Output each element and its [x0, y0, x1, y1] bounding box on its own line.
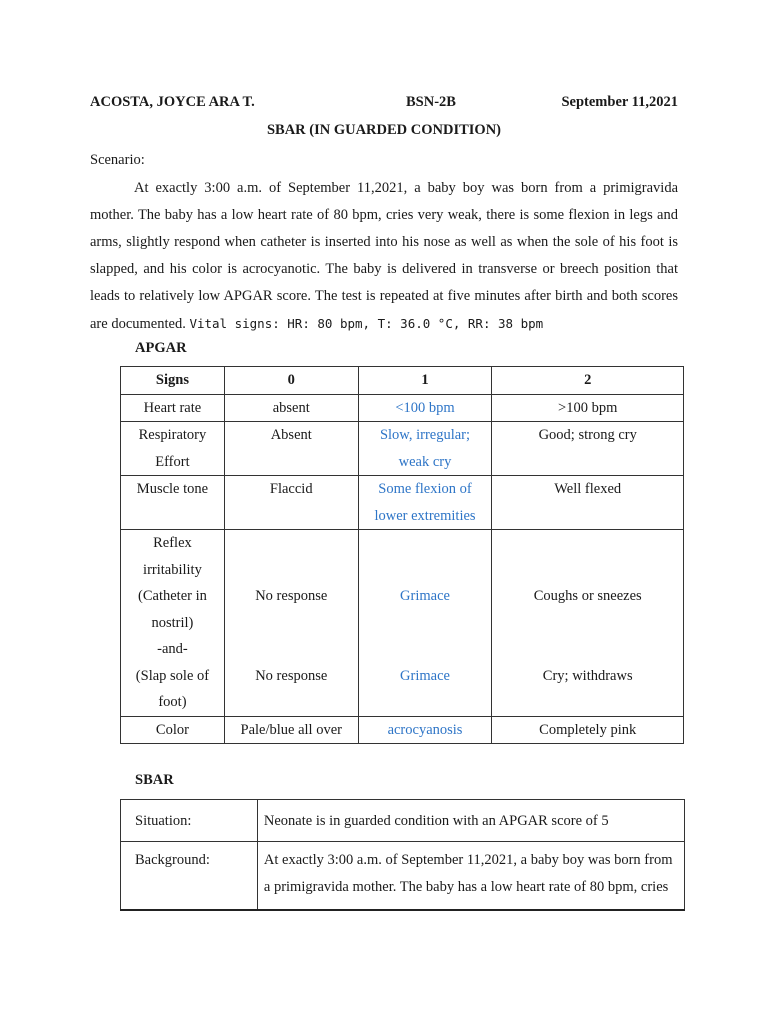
vital-signs: Vital signs: HR: 80 bpm, T: 36.0 °C, RR: 38 bpm — [189, 316, 544, 331]
apgar-sign-cell: Muscle tone — [121, 476, 225, 530]
apgar-score-2-cell: Completely pink — [492, 716, 684, 744]
apgar-sign-cell: Color — [121, 716, 225, 744]
apgar-heading: APGAR — [135, 340, 187, 356]
table-row — [121, 422, 684, 476]
apgar-header-cell: 1 — [358, 367, 492, 395]
reflex-sign-line: irritability — [143, 561, 202, 578]
student-name: ACOSTA, JOYCE ARA T. — [90, 94, 255, 110]
sbar-situation-value: Neonate is in guarded condition with an APGAR score of 5 — [257, 800, 684, 842]
reflex-sign-line: Reflex — [153, 535, 192, 551]
apgar-score-2-cell — [492, 530, 684, 717]
reflex-slap-value: Grimace — [400, 667, 450, 684]
apgar-score-1-cell: acrocyanosis — [358, 716, 492, 744]
reflex-slap-value: Cry; withdraws — [542, 667, 633, 684]
apgar-header-cell: 2 — [492, 367, 684, 395]
document-title: SBAR (IN GUARDED CONDITION) — [266, 122, 502, 138]
sbar-situation-key: Situation: — [121, 800, 258, 842]
document-date: September 11,2021 — [561, 94, 678, 110]
apgar-score-0-cell: absent — [224, 394, 358, 422]
document-header — [90, 94, 678, 114]
apgar-sign-cell — [121, 530, 225, 717]
reflex-sign-line: (Slap sole of — [135, 667, 210, 684]
sbar-background-value: At exactly 3:00 a.m. of September 11,2021, a baby boy was born from a primigravida mother. The baby has a low heart rate of 80 bpm, cries — [257, 842, 684, 910]
reflex-catheter-value: No response — [255, 588, 328, 604]
apgar-score-0-cell — [224, 530, 358, 717]
reflex-slap-value: No response — [255, 667, 328, 684]
scenario-paragraph — [90, 175, 678, 338]
table-row — [121, 800, 685, 842]
apgar-score-1-cell: Slow, irregular; weak cry — [358, 422, 492, 476]
reflex-catheter-value: Grimace — [400, 588, 450, 604]
apgar-header-cell: 0 — [224, 367, 358, 395]
apgar-score-2-cell: Well flexed — [492, 476, 684, 530]
reflex-sign-line: (Catheter in — [138, 588, 207, 604]
apgar-score-0-cell: Flaccid — [224, 476, 358, 530]
apgar-score-1-cell: <100 bpm — [358, 394, 492, 422]
scenario-label: Scenario: — [90, 152, 145, 168]
apgar-score-1-cell — [358, 530, 492, 717]
sbar-heading: SBAR — [135, 772, 174, 788]
table-row — [121, 530, 684, 717]
apgar-table — [120, 366, 684, 744]
section-code: BSN-2B — [406, 94, 456, 110]
table-row — [121, 716, 684, 744]
reflex-catheter-value: Coughs or sneezes — [533, 588, 642, 604]
apgar-header-row — [121, 367, 684, 395]
apgar-score-2-cell: >100 bpm — [492, 394, 684, 422]
table-row — [121, 842, 685, 910]
scenario-text: At exactly 3:00 a.m. of September 11,2021, a baby boy was born from a primigravida mother. The baby has a low heart rate of 80 bpm, cries very weak, there is some flexion in legs and arms, slightly respond when catheter is inserted into his nose as well as when the sole of his foot is slapped, and his color is acrocyanotic. The baby is delivered in transverse or breech position that leads to relatively low APGAR score. The test is repeated at five minutes after birth and both scores are documented. — [90, 180, 678, 332]
reflex-sign-line: -and- — [157, 641, 188, 657]
reflex-sign-line: foot) — [158, 694, 187, 710]
apgar-sign-cell: Respiratory Effort — [121, 422, 225, 476]
sbar-table — [120, 799, 685, 911]
apgar-score-2-cell: Good; strong cry — [492, 422, 684, 476]
table-row — [121, 394, 684, 422]
apgar-sign-cell: Heart rate — [121, 394, 225, 422]
apgar-score-0-cell: Pale/blue all over — [224, 716, 358, 744]
sbar-background-key: Background: — [121, 842, 258, 910]
apgar-score-1-cell: Some flexion of lower extremities — [358, 476, 492, 530]
apgar-header-cell: Signs — [121, 367, 225, 395]
reflex-sign-line: nostril) — [151, 614, 194, 631]
table-row — [121, 476, 684, 530]
apgar-score-0-cell: Absent — [224, 422, 358, 476]
